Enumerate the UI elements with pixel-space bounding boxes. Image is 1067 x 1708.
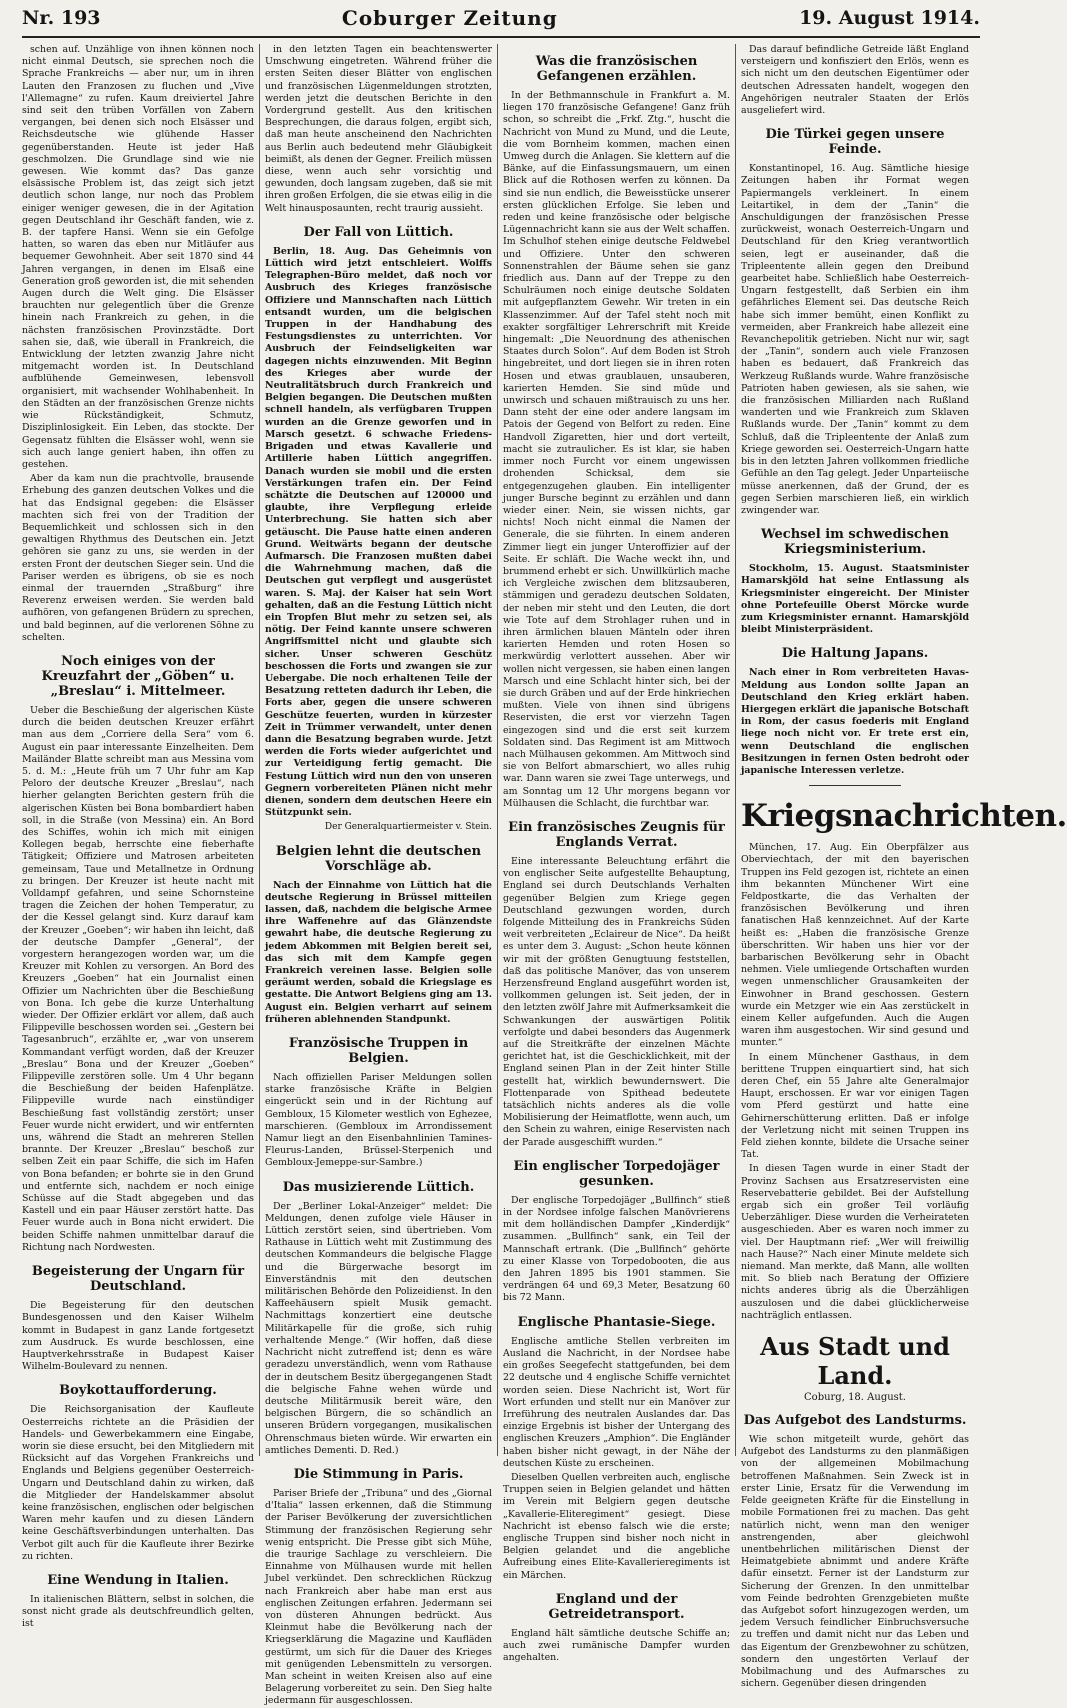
- article-headline: Was die französischen Gefangenen erzählen.: [535, 54, 698, 84]
- columns: [22, 44, 1067, 1707]
- article-headline: Belgien lehnt die deutschen Vorschläge ab.: [275, 843, 482, 874]
- article-paragraph: England hält sämtliche deutsche Schiffe an; auch zwei rumänische Dampfer wurden angehalten.: [503, 1627, 730, 1664]
- newspaper-title: Coburger Zeitung: [341, 6, 558, 30]
- article-headline: Die Haltung Japans.: [781, 646, 929, 662]
- column-2: [260, 44, 498, 1707]
- column-1: [22, 44, 260, 1630]
- article-paragraph: Berlin, 18. Aug. Das Geheimnis von Lüttich wird jetzt entschleiert. Wolffs Telegraphen-Büro meldet, daß noch vor Ausbruch des Krieges französische Offiziere und Mannschaften nach Lüttich entsandt wurden, um die belgischen Truppen in der Handhabung des Festungsdienstes zu unterrichten. Vor Ausbruch der Feindseligkeiten war dagegen nichts einzuwenden. Mit Beginn des Krieges aber wurde der Neutralitätsbruch durch Frankreich und Belgien begangen. Die Deutschen mußten schnell handeln, als verfügbaren Truppen wurden an die Grenze geworfen und in Marsch gesetzt. 6 schwache Friedens-Brigaden und etwas Kavallerie und Artillerie haben Lüttich angegriffen. Danach wurden sie mobil und die ersten Verstärkungen trafen ein. Der Feind schätzte die Deutschen auf 120000 und glaubte, ihre Verpflegung erleide Unterbrechung. Sie hatten sich aber getäuscht. Die Pause hatte einen anderen Grund. Weitwärts begann der deutsche Aufmarsch. Die Franzosen mußten dabei die Wahrnehmung machen, daß die Deutschen gut verpflegt und ausgerüstet waren. S. Maj. der Kaiser hat sein Wort gehalten, daß an die Festung Lüttich nicht ein Tropfen Blut mehr zu setzen sei, als nötig. Der Feind kannte unsere schweren Angriffsmittel nicht und glaubte sich sicher. Unser schweren Geschütz beschossen die Forts und zwangen sie zur Uebergabe. Die noch erhaltenen Teile der Besatzung retteten dadurch ihr Leben, die Forts aber, gegen die unsere schweren Geschütze feuerten, wurden in kürzester Zeit in Trümmer verwandelt, unter denen dann die Besatzung begraben wurde. Jetzt werden die Forts wieder aufgerichtet und zur Verteidigung fertig gemacht. Die Festung Lüttich wird nun den von unseren Gegnern vorbereiteten Plänen nicht mehr dienen, sondern dem deutschen Heere ein Stützpunkt sein.: [265, 245, 492, 819]
- article-headline: Das musizierende Lüttich.: [282, 1179, 475, 1195]
- article-paragraph: Wie schon mitgeteilt wurde, gehört das Aufgebot des Landsturms zu den planmäßigen von der allgemeinen Mobilmachung betroffenen Maßnahmen. Sein Zweck ist in erster Linie, Ersatz für die Verwendung im Felde geeigneten Kräfte für die Einstellung in mobile Formationen frei zu machen. Das geht natürlich nicht, wenn man den weniger anstrengenden, aber gleichwohl unentbehrlichen militärischen Dienst der Heimatgebiete abnimmt und andere Kräfte dafür einsetzt. Ferner ist der Landsturm zur Sicherung der Grenzen. In den unmittelbar vom Feinde bedrohten Grenzgebieten mußte das Aufgebot sofort hinzugezogen werden, um jedem Versuch feindlicher Einbruchsversuche zu treffen und damit nicht nur das Leben und das Eigentum der Grenzbewohner zu schützen, sondern den ungestörten Verlauf der Mobilmachung und des Aufmarsches zu sichern. Gegenüber diesen dringenden: [741, 1434, 969, 1690]
- article-headline: Die Türkei gegen unsere Feinde.: [765, 127, 945, 158]
- article-headline: Wechsel im schwedischen Kriegsministerium.: [760, 527, 950, 558]
- article-headline: Das Aufgebot des Landsturms.: [743, 1413, 967, 1429]
- article-paragraph: Nach der Einnahme von Lüttich hat die deutsche Regierung in Brüssel mitteilen lassen, daß, nachdem die belgische Armee ihre Waffenehre auf das Glänzendste gewahrt habe, die deutsche Regierung zu jedem Abkommen mit Belgien bereit sei, das sich mit dem Kampfe gegen Frankreich vereinen lasse. Belgien solle geräumt werden, sobald die Kriegslage es gestatte. Die Antwort Belgiens ging am 13. August ein. Belgien verharrt auf seinem früheren ablehnenden Standpunkt.: [265, 879, 492, 1025]
- section-divider: [809, 785, 900, 786]
- article-paragraph: In einem Münchener Gasthaus, in dem berittene Truppen einquartiert sind, hat sich deren Chef, ein 55 Jahre alte Generalmajor Haupt, erschossen. Er war vor einigen Tagen vom Pferd gestürzt und hatte eine Gehirnerschütterung erlitten. Daß er infolge der Verletzung nicht mit seinen Truppen ins Feld ziehen konnte, bildete die Ursache seiner Tat.: [741, 1051, 969, 1161]
- article-headline: England und der Getreidetransport.: [548, 1591, 685, 1622]
- article-headline: Ein französisches Zeugnis für Englands Verrat.: [508, 819, 725, 850]
- article-headline: Französische Truppen in Belgien.: [288, 1036, 469, 1067]
- article-paragraph: Der englische Torpedojäger „Bullfinch“ stieß in der Nordsee infolge falschen Manövrierens mit dem holländischen Dampfer „Kinderdijk“ zusammen. „Bullfinch“ sank, ein Teil der Mannschaft ertrank. (Die „Bullfinch“ gehörte zu einer Klasse von Torpedobooten, die aus den Jahren 1895 bis 1901 stammen. Sie verdrängen 64 und 69,3 Meter, Besatzung 60 bis 72 Mann.: [503, 1194, 730, 1304]
- article-paragraph: Das darauf befindliche Getreide läßt England versteigern und konfisziert den Erlös, wenn es sich nicht um den deutschen Eigentümer oder deutschen Adressaten handelt, wogegen den Angehörigen neutraler Staaten der Erlös ausgeliefert wird.: [741, 44, 969, 117]
- article-paragraph: schen auf. Unzählige von ihnen können noch nicht einmal Deutsch, sie sprechen noch die Sprache Frankreichs — aber nur, um in ihren Lauten den Franzosen zu fluchen und „Vive l'Allemagne“ zu rufen. Kaum dreiviertel Jahre sind seit den trüben Vorfällen von Zabern vergangen, bei denen sich noch Elsässer und Reichsdeutsche wie glühende Hasser gegenüberstanden. Heute ist jeder Haß geschmolzen. Die Grundlage sind wie nie gewesen. Wie kommt das? Das ganze elsässische Problem ist, das zeigt sich jetzt deutlich schon lange, nur noch das Problem einiger weniger gewesen, die in der Agitation gegen Deutschland ihr Geschäft fanden, wie z. B. der tapfere Hansi. Wenn sie ein Gefolge hatten, so waren das eben nur Mitläufer aus bequemer Gewohnheit. Aber seit 1870 sind 44 Jahren vergangen, in denen im Elsaß eine Generation groß geworden ist, die mit sehenden Augen durch die Welt ging. Die Elsässer brauchten nur gelegentlich über die Grenze hinein nach Frankreich zu gehen, in die nächsten französischen Provinzstädte. Dort sahen sie, daß, wie überall in Frankreich, die Entwicklung der letzten zwanzig Jahre nicht mitgemacht worden ist. In Deutschland aufblühende Gemeinwesen, lebensvoll organisiert, mit wachsender Wohlhabenheit. In den Städten an der französischen Grenze nichts wie Rückständigkeit, Schmutz, Disziplinlosigkeit. Ein Leben, das stockte. Der Gegensatz fühlten die Elsässer wohl, wenn sie sich auch lange geniert haben, ihn offen zu gestehen.: [22, 44, 254, 470]
- article-paragraph: Nach offiziellen Pariser Meldungen sollen starke französische Kräfte in Belgien eingerückt sein und in der Richtung auf Gembloux, 15 Kilometer westlich von Eghezee, marschieren. (Gembloux im Arrondissement Namur liegt an den Eisenbahnlinien Tamines-Fleurus-Landen, Brüssel-Sterpenich und Gembloux-Jemeppe-sur-Sambre.): [265, 1072, 492, 1169]
- article-paragraph: Englische amtliche Stellen verbreiten im Ausland die Nachricht, in der Nordsee habe ein großes Seegefecht stattgefunden, bei dem 22 deutsche und 4 englische Schiffe vernichtet worden seien. Diese Nachricht ist, Wort für Wort erfunden und stellt nur ein Manöver zur Irreführung des neutralen Auslandes dar. Das einzige Ergebnis ist bisher der Untergang des englischen Kreuzers „Amphion“. Die Engländer haben bisher nicht gewagt, in der Nähe der deutschen Küste zu erscheinen.: [503, 1335, 730, 1469]
- article-headline: Englische Phantasie-Siege.: [517, 1314, 716, 1330]
- masthead: [22, 0, 980, 38]
- issue-date: 19. August 1914.: [799, 7, 980, 29]
- article-headline: Eine Wendung in Italien.: [47, 1572, 229, 1588]
- article-paragraph: München, 17. Aug. Ein Oberpfälzer aus Oberviechtach, der mit den bayerischen Truppen ins Feld gezogen ist, richtete an einen ihm bekannten Münchener Wirt eine Feldpostkarte, die das Verhalten der französischen Bevölkerung und ihren fanatischen Haß kennzeichnet. Auf der Karte heißt es: „Haben die französische Grenze überschritten. Wir haben uns hier vor der barbarischen Bevölkerung sehr in Obacht nehmen. Viele umliegende Ortschaften wurden wegen unmenschlicher Grausamkeiten der Einwohner in Brand geschossen. Gestern wurde ein Metzger wie ein Aas zerstückelt in einem Keller aufgefunden. Auch die Augen waren ihm ausgestochen. Wir sind gesund und munter.“: [741, 842, 969, 1049]
- section-heading: Aus Stadt und Land.: [760, 1332, 950, 1391]
- article-headline: Die Stimmung in Paris.: [293, 1466, 464, 1482]
- article-paragraph: in den letzten Tagen ein beachtenswerter Umschwung eingetreten. Während früher die ersten Seiten dieser Blätter von englischen und französischen Lügenmeldungen strotzten, werden jetzt die deutschen Berichte in den Vordergrund gestellt. Aus den kritischen Besprechungen, die daraus folgen, ergibt sich, daß man heute anscheinend den Nachrichten aus Berlin auch bedeutend mehr Gläubigkeit beimißt, als denen der Gegner. Freilich müssen diese, wenn auch sehr vorsichtig und gewunden, doch langsam zugeben, daß sie mit ihren großen Erfolgen, die sie etwas eilig in die Welt hinausposaunten, recht traurig aussieht.: [265, 44, 492, 214]
- article-headline: Ein englischer Torpedojäger gesunken.: [513, 1158, 720, 1189]
- section-heading: Kriegsnachrichten.: [741, 798, 1067, 835]
- article-signature: Der Generalquartiermeister v. Stein.: [324, 822, 492, 833]
- article-paragraph: Ueber die Beschießung der algerischen Küste durch die beiden deutschen Kreuzer erfährt man aus dem „Corriere della Sera“ vom 6. August ein paar interessante Einzelheiten. Dem Mailänder Blatte schreibt man aus Messina vom 5. d. M.: „Heute früh um 7 Uhr fuhr am Kap Peloro der deutsche Kreuzer „Breslau“, nach hierher gelangten Berichten gestern früh die algerischen Küsten bei Bona bombardiert haben soll, in die Straße (von Messina) ein. An Bord des Schiffes, wohin ich mich mit einigen Kollegen begab, herrschte eine fieberhafte Tätigkeit; Offiziere und Matrosen arbeiteten gemeinsam, Taue und Metallnetze in Ordnung zu bringen. Der Kreuzer ist heute nacht mit Volldampf gefahren, und seine Schornsteine tragen die Zeichen der hohen Temperatur, zu der die Kessel gelangt sind. Kurz darauf kam der Kreuzer „Goeben“; wir haben ihn leicht, daß der deutsche Dampfer „General“, der vorgestern herangezogen worden war, um die Kreuzer mit Kohlen zu versorgen. An Bord des Kreuzers „Goeben“ hat ein Journalist einen Offizier um Nachrichten über die Beschießung von Bona. Ich gebe die kurze Unterhaltung wieder. Der Offizier erklärt vor allem, daß auch Filippeville beschossen worden sei. „Gestern bei Tagesanbruch“, erzählte er, „war von unserem Kommandant verfügt worden, daß der Kreuzer „Breslau“ Bona und der Kreuzer „Goeben“ Filippeville zerstören solle. Um 4 Uhr begann die Beschießung der beiden Hafenplätze. Filippeville wurde nach einstündiger Beschießung fast vollständig zerstört; unser Feuer wurde nicht erwidert, und wir entfernten uns, während die Stadt an mehreren Stellen brannte. Der Kreuzer „Breslau“ beschoß zur selben Zeit ein paar Schiffe, die sich im Hafen von Bona befanden; er bohrte sie in den Grund und entfernte sich, nachdem er noch einige Schüsse auf die Stadt abgegeben und das Kastell und ein paar Häuser zerstört hatte. Das Feuer wurde auch in Bona nicht erwidert. Die beiden Schiffe nahmen unmittelbar darauf die Richtung nach Nordwesten.: [22, 704, 254, 1253]
- article-paragraph: In italienischen Blättern, selbst in solchen, die sonst nicht grade als deutschfreundlich gelten, ist: [22, 1593, 254, 1630]
- article-paragraph: Pariser Briefe der „Tribuna“ und des „Giornal d'Italia“ lassen erkennen, daß die Stimmung der Pariser Bevölkerung der zuversichtlichen Stimmung der französischen Regierung sehr wenig entspricht. Die Presse gibt sich Mühe, die traurige Sachlage zu verschleiern. Die Einnahme von Mülhausen wurde mit hellen Jubel verkündet. Den schrecklichen Rückzug nach Frankreich aber habe man erst aus englischen Zeitungen erfahren. Jedermann sei von düsteren Ahnungen bedrückt. Aus Kleinmut habe die Bevölkerung nach der Kriegserklärung die Magazine und Kaufläden gestürmt, um sich für die Dauer des Krieges mit genügenden Lebensmitteln zu versorgen. Man scheint in weiten Kreisen also auf eine Belagerung vorbereitet zu sein. Den Sieg halte jedermann für ausgeschlossen.: [265, 1487, 492, 1707]
- column-4: [736, 44, 1067, 1690]
- column-3: [498, 44, 736, 1664]
- article-paragraph: Stockholm, 15. August. Staatsminister Hamarskjöld hat seine Entlassung als Kriegsminister eingereicht. Der Minister ohne Portefeuille Oberst Mörcke wurde zum Kriegsminister ernannt. Hamarskjöld bleibt Ministerpräsident.: [741, 563, 969, 636]
- article-paragraph: Die Begeisterung für den deutschen Bundesgenossen und den Kaiser Wilhelm kommt in Budapest in ganz Lande fortgesetzt zum Ausdruck. Es wurde beschlossen, eine Hauptverkehrsstraße in Budapest Kaiser Wilhelm-Boulevard zu nennen.: [22, 1300, 254, 1373]
- article-paragraph: Konstantinopel, 16. Aug. Sämtliche hiesige Zeitungen haben ihr Format wegen Papiermangels verkleinert. In einem Leitartikel, in dem der „Tanin“ die Anschuldigungen der französischen Presse zurückweist, wonach Oesterreich-Ungarn und Deutschland für den Krieg verantwortlich seien, legt er auseinander, daß die Tripleentente allein gegen den Dreibund gearbeitet habe. Schließlich habe Oesterreich-Ungarn festgestellt, daß Serbien ein ihm gefährliches Element sei. Das deutsche Reich habe sich immer bemüht, einen Konflikt zu vermeiden, aber Frankreich habe allezeit eine Revanchepolitik getrieben. Nicht nur wir, sagt der „Tanin“, sondern auch viele Franzosen haben es bedauert, daß Frankreich das Werkzeug Rußlands wurde. Wahre französische Patrioten haben gewiesen, als sie sahen, wie die französischen Milliarden nach Rußland wanderten und wie Frankreich zum Sklaven Rußlands wurde. Der „Tanin“ kommt zu dem Schluß, daß die Tripleentente der Anlaß zum Kriege geworden sei. Oesterreich-Ungarn hatte bis in den letzten Jahren vollkommen friedliche Gefühle an den Tag gelegt. Jeder Unparteiische müsse anerkennen, daß der Grund, der es gegen Serbien marschieren ließ, ein wirklich zwingender war.: [741, 163, 969, 516]
- article-headline: Noch einiges von der Kreuzfahrt der „Göben“ u. „Breslau“ i. Mittelmeer.: [41, 653, 235, 699]
- article-paragraph: Eine interessante Beleuchtung erfährt die von englischer Seite aufgestellte Behauptung, England sei durch Deutschlands Verhalten gegenüber Belgien zum Kriege gegen Deutschland gezwungen worden, durch folgende Mitteilung des in Frankreichs Süden weit verbreiteten „Eclaireur de Nice“. Da heißt es unter dem 3. August: „Schon heute können wir mit der größten Genugtuung feststellen, daß das politische Manöver, das von unserem Herzensfreund England ausgeführt worden ist, vollkommen gelungen ist. Seit jeden, der in den letzten zwölf Jahre mit Aufmerksamkeit die Schwankungen der auswärtigen Politik verfolgte und dabei besonders das Augenmerk auf die Streitkräfte der einzelnen Mächte gerichtet hat, ist die Geschicklichkeit, mit der England seinen Plan in der Zeit hinter Stille gestellt hat, wirklich bewundernswert. Die Flottenparade von Spithead bedeutete tatsächlich nichts anderes als die volle Mobilisierung der Heimatflotte, wenn auch, um den Schein zu wahren, einige Reservisten nach der Parade ausgeschifft wurden.“: [503, 855, 730, 1148]
- dateline: Coburg, 18. August.: [804, 1392, 906, 1404]
- article-paragraph: Dieselben Quellen verbreiten auch, englische Truppen seien in Belgien gelandet und hätten im Verein mit Belgiern gegen deutsche „Kavallerie-Eliteregiment“ gesiegt. Diese Nachricht ist ebenso falsch wie die erste; englische Truppen sind bisher noch nicht in Belgien gelandet und die angebliche Aufreibung eines Elite-Kavallerieregiments ist ein Märchen.: [503, 1471, 730, 1581]
- article-headline: Begeisterung der Ungarn für Deutschland.: [31, 1264, 245, 1295]
- article-paragraph: Nach einer in Rom verbreiteten Havas-Meldung aus London sollte Japan an Deutschland den Krieg erklärt haben. Hiergegen erklärt die japanische Botschaft in Rom, der casus foederis mit England liege noch nicht vor. Er trete erst ein, wenn Deutschland die englischen Besitzungen in fernen Osten bedroht oder japanische Interessen verletze.: [741, 667, 969, 776]
- article-paragraph: In der Bethmannschule in Frankfurt a. M. liegen 170 französische Gefangene! Ganz früh schon, so schreibt die „Frkf. Ztg.“, huscht die Nachricht von Mund zu Mund, und die Leute, die vom Bornheim kommen, machen einen Umweg durch die Anlagen. Sie klettern auf die Bänke, auf die Einfassungsmauern, um einen Blick auf die Rothosen werfen zu können. Da sind sie nun endlich, die Beweisstücke unserer ersten glücklichen Erfolge. Sie leben und reden und keine französische oder belgische Lügennachricht kann sie aus der Welt schaffen. Im Schulhof stehen einige deutsche Feldwebel und Offiziere. Unter den schweren Sonnenstrahlen der Bäume sehen sie ganz friedlich aus. Dann auf der Treppe zu den Schulräumen noch einige deutsche Soldaten mit aufgepflanztem Gewehr. Wir treten in ein Klassenzimmer. Auf der Tafel steht noch mit exakter sorgfältiger Lehrerschrift mit Kreide hingemalt: „Die Neuordnung des athenischen Staates durch Solon“. Auf dem Boden ist Stroh hingebreitet, und dort liegen sie in ihren roten Hosen und etwas graublauen, unsauberen, karierten Hemden. Sie sind müde und unwirsch und schauen mißtrauisch zu uns her. Dann steht der eine oder andere langsam im Patois der Gegend von Belfort zu reden. Eine Handvoll Zigaretten, hier und dort verteilt, macht sie zutraulicher. Es ist klar, sie haben immer noch Furcht vor einem ungewissen drohenden Schicksal, dem sie entgegenzugehen glauben. Ein intelligenter junger Bursche beginnt zu erzählen und dann wieder einer. Nein, sie wissen nichts, gar nichts! Noch nicht einmal die Namen der Generale, die sie führten. In einem anderen Zimmer liegt ein junger Unteroffizier auf der Seite. Er schläft. Die Wache weckt ihn, und brummend erhebt er sich. Unwillkürlich mache ich Vergleiche zwischen dem blitzsauberen, stämmigen und geradezu deutschen Soldaten, der neben mir steht und den Leuten, die dort wie Tote auf dem Strohlager ruhen und in ihren ärmlichen blauen Mänteln oder ihren karierten Hemden und roten Hosen so merkwürdig verlottert aussehen. Aber wir wollen nicht vergessen, sie haben einen langen Marsch und eine Schlacht hinter sich, bei der sie durch Gräben und auf der Erde hinkriechen mußten. Viele von ihnen sind übrigens Reservisten, die erst vor vierzehn Tagen eingezogen sind und die erst seit kurzem Soldaten sind. Das Regiment ist am Mittwoch nach Mülhausen gekommen. Am Mittwoch sind sie von Belfort abmarschiert, wo alles ruhig war. Dann waren sie zwei Tage unterwegs, und am Sonntag um 12 Uhr morgens begann vor Mülhausen die Schlacht, die furchtbar war.: [503, 90, 730, 809]
- article-paragraph: Die Reichsorganisation der Kaufleute Oesterreichs richtete an die Präsidien der Handels- und Gewerbekammern eine Eingabe, worin sie diese ersucht, bei den Mitgliedern mit Rücksicht auf das Vorgehen Frankreichs und Englands und Belgiens gegenüber Oesterreich-Ungarn und Deutschland dahin zu wirken, daß die Mitglieder der Handelskammer absolut keine französischen, englischen oder belgischen Waren mehr kaufen und zu diesen Ländern keine Geschäftsverbindungen unterhalten. Das Verbot gilt auch für die Kaufleute ihrer Bezirke zu richten.: [22, 1404, 254, 1562]
- article-paragraph: Der „Berliner Lokal-Anzeiger“ meldet: Die Meldungen, denen zufolge viele Häuser in Lüttich zerstört seien, sind übertrieben. Vom Rathause in Lüttich weht mit Zustimmung des deutschen Kommandeurs die belgische Flagge und die Bürgerwache besorgt im Einverständnis mit den deutschen militärischen Behörde den Polizeidienst. In den Kaffeehäusern spielt Musik gemacht. Nachmittags konzertiert eine deutsche Militärkapelle für die große, sich ruhig verhaltende Menge.“ (Wir hoffen, daß diese Nachricht nicht zutreffend ist; denn es wäre geradezu unverständlich, wenn vom Rathause der in deutschem Besitz übergegangenen Stadt die belgische Fahne wehen würde und deutsche Militärmusik bereit wäre, den belgischen Bürgern, die so schändlich an unseren Brüdern vorgegangen, musikalischen Ohrenschmaus bieten würde. Wir erwarten ein amtliches Dementi. D. Red.): [265, 1200, 492, 1456]
- article-paragraph: In diesen Tagen wurde in einer Stadt der Provinz Sachsen aus Ersatzreservisten eine Reservebatterie gebildet. Bei der Aufstellung ergab sich ein großer Teil vorläufig Ueberzähliger. Diese wurden die Verheirateten ausgeschieden. Aber es waren noch immer zu viel. Der Hauptmann rief: „Wer will freiwillig nach Hause?“ Nach einer Minute meldete sich niemand. Man merkte, daß Mann, alle wollten mit. So blieb nach Beratung der Offiziere nichts anderes übrig als die Überzähligen auszulosen und die dabei glücklicherweise nachträglich entlassen.: [741, 1163, 969, 1321]
- issue-number: Nr. 193: [22, 7, 101, 29]
- article-headline: Boykottaufforderung.: [59, 1383, 217, 1399]
- article-headline: Der Fall von Lüttich.: [303, 224, 454, 240]
- article-paragraph: Aber da kam nun die prachtvolle, brausende Erhebung des ganzen deutschen Volkes und die hat das Endsignal gegeben: die Elsässer machten sich frei von der Tradition der Bequemlichkeit und schlossen sich in den gewaltigen Rhythmus des Deutschen ein. Jetzt gehören sie ganz zu uns, sie werden in der ersten Front der deutschen Sieger sein. Und die Pariser werden es übrigens, ob sie es noch einmal der trauernden „Straßburg“ ihre Reverenz erweisen werden. Sie werden bald aufhören, von gefangenen Brüdern zu sprechen, und bald beginnen, auf die verlorenen Söhne zu schelten.: [22, 473, 254, 643]
